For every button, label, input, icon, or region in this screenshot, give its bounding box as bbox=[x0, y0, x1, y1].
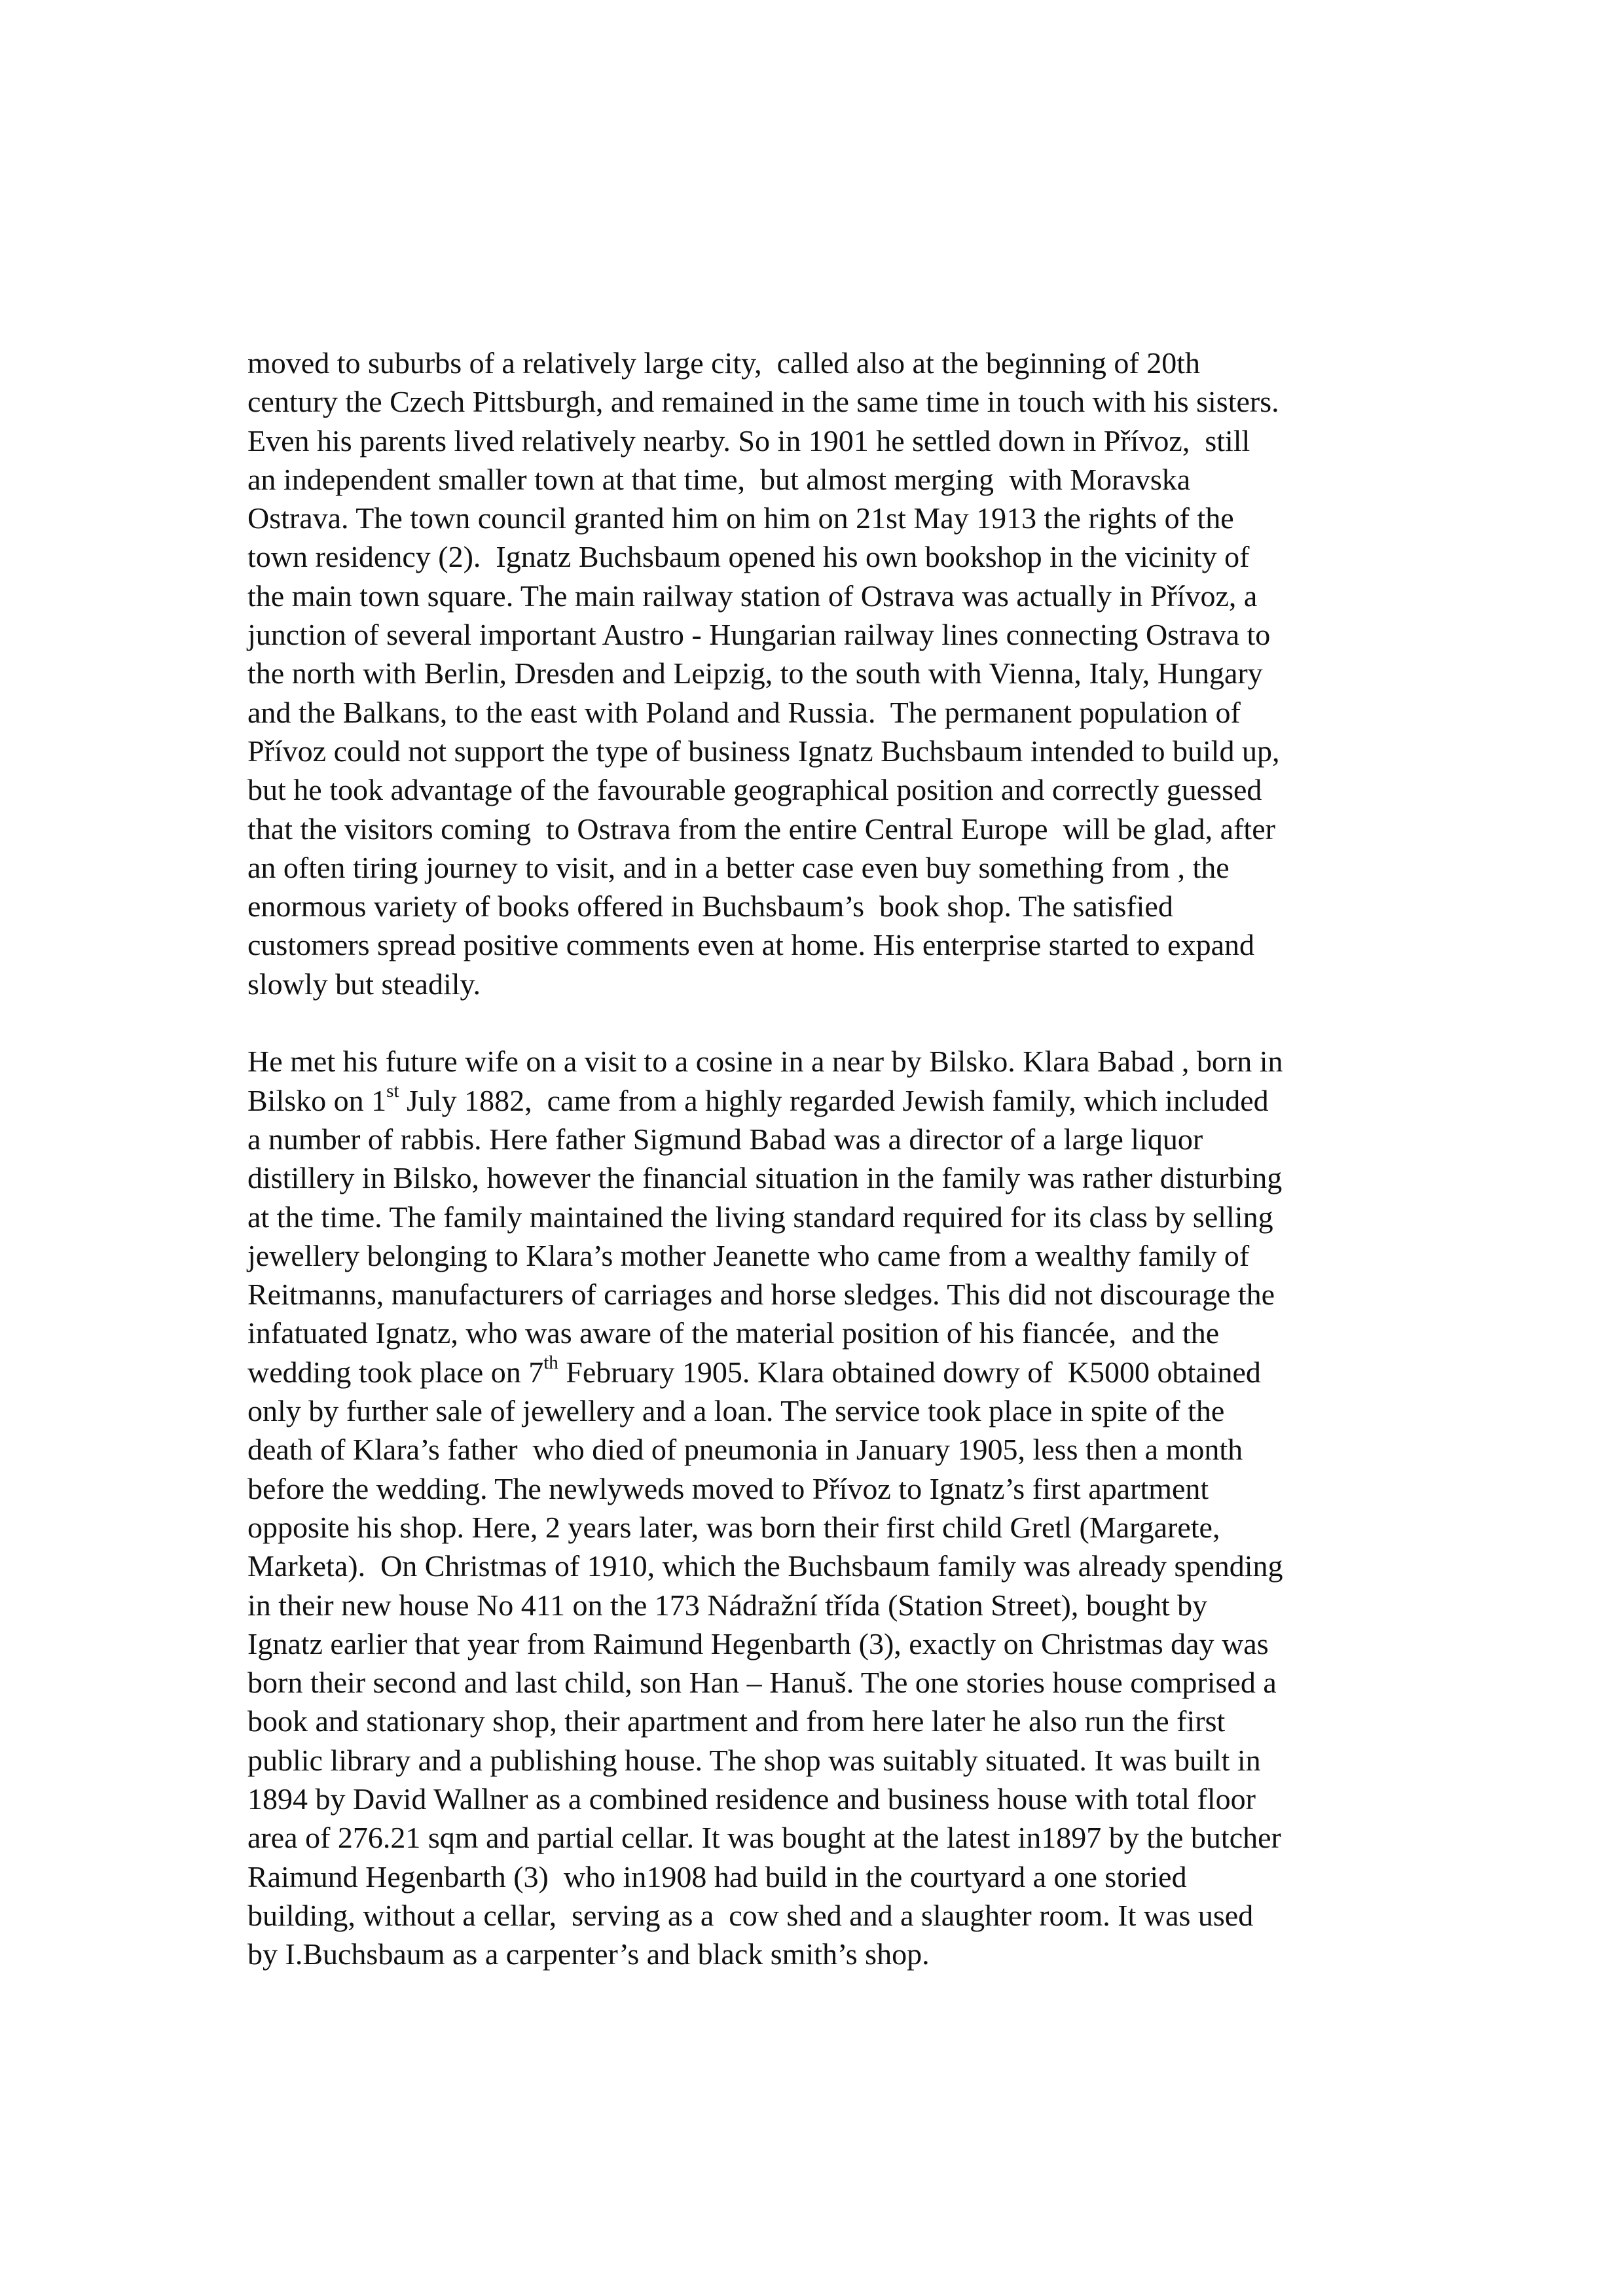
paragraph-line: Marketa). On Christmas of 1910, which the Buchsbaum family was already spending bbox=[247, 1549, 1283, 1583]
document-page bbox=[247, 344, 1387, 1973]
paragraph-line: public library and a publishing house. The shop was suitably situated. It was built in bbox=[247, 1743, 1261, 1777]
paragraph-line: junction of several important Austro - Hungarian railway lines connecting Ostrava to bbox=[247, 618, 1271, 652]
paragraph-line: Raimund Hegenbarth (3) who in1908 had build in the courtyard a one storied bbox=[247, 1859, 1187, 1893]
paragraph-line-wedding bbox=[247, 1353, 1387, 1391]
paragraph-line: slowly but steadily. bbox=[247, 967, 481, 1001]
ordinal-superscript: st bbox=[386, 1081, 399, 1102]
paragraph-line: only by further sale of jewellery and a loan. The service took place in spite of the bbox=[247, 1394, 1225, 1428]
paragraph-2 bbox=[247, 1042, 1387, 1973]
text-run: July 1882, came from a highly regarded Jewish family, which included bbox=[399, 1083, 1269, 1117]
paragraph-line: area of 276.21 sqm and partial cellar. It was bought at the latest in1897 by the butcher bbox=[247, 1821, 1281, 1855]
paragraph-line: 1894 by David Wallner as a combined residence and business house with total floor bbox=[247, 1782, 1256, 1816]
paragraph-line: He met his future wife on a visit to a cosine in a near by Bilsko. Klara Babad , born in bbox=[247, 1045, 1283, 1079]
paragraph-line: born their second and last child, son Han – Hanuš. The one stories house comprised a bbox=[247, 1666, 1277, 1700]
paragraph-line: death of Klara’s father who died of pneumonia in January 1905, less then a month bbox=[247, 1433, 1243, 1467]
paragraph-line: the north with Berlin, Dresden and Leipzig, to the south with Vienna, Italy, Hungary bbox=[247, 656, 1263, 691]
paragraph-line: moved to suburbs of a relatively large city, called also at the beginning of 20th bbox=[247, 346, 1200, 380]
paragraph-line: jewellery belonging to Klara’s mother Jeanette who came from a wealthy family of bbox=[247, 1238, 1250, 1272]
ordinal-superscript: th bbox=[543, 1352, 558, 1374]
paragraph-line: Even his parents lived relatively nearby. So in 1901 he settled down in Přívoz, still bbox=[247, 423, 1250, 457]
paragraph-line: opposite his shop. Here, 2 years later, was born their first child Gretl (Margarete, bbox=[247, 1510, 1220, 1544]
paragraph-line: infatuated Ignatz, who was aware of the material position of his fiancée, and the bbox=[247, 1316, 1220, 1350]
paragraph-line: by I.Buchsbaum as a carpenter’s and black smith’s shop. bbox=[247, 1937, 930, 1971]
paragraph-line: and the Balkans, to the east with Poland and Russia. The permanent population of bbox=[247, 695, 1241, 729]
paragraph-line: that the visitors coming to Ostrava from the entire Central Europe will be glad, after bbox=[247, 812, 1275, 846]
paragraph-line: an independent smaller town at that time, but almost merging with Moravska bbox=[247, 462, 1191, 496]
paragraph-line-birthdate bbox=[247, 1081, 1387, 1120]
paragraph-line: an often tiring journey to visit, and in a better case even buy something from , the bbox=[247, 850, 1230, 884]
paragraph-line: Přívoz could not support the type of business Ignatz Buchsbaum intended to build up, bbox=[247, 734, 1280, 768]
paragraph-line: Reitmanns, manufacturers of carriages and horse sledges. This did not discourage the bbox=[247, 1278, 1275, 1312]
paragraph-line: century the Czech Pittsburgh, and remained in the same time in touch with his sisters. bbox=[247, 385, 1279, 419]
paragraph-line: enormous variety of books offered in Buchsbaum’s book shop. The satisfied bbox=[247, 889, 1173, 924]
paragraph-line: building, without a cellar, serving as a cow shed and a slaughter room. It was used bbox=[247, 1898, 1254, 1932]
paragraph-line: Ostrava. The town council granted him on him on 21st May 1913 the rights of the bbox=[247, 501, 1234, 535]
paragraph-line: distillery in Bilsko, however the financial situation in the family was rather disturbing bbox=[247, 1161, 1283, 1195]
text-run: wedding took place on 7 bbox=[247, 1355, 544, 1389]
paragraph-line: at the time. The family maintained the living standard required for its class by selling bbox=[247, 1200, 1273, 1234]
paragraph-line: the main town square. The main railway station of Ostrava was actually in Přívoz, a bbox=[247, 579, 1258, 613]
paragraph-line: before the wedding. The newlyweds moved to Přívoz to Ignatz’s first apartment bbox=[247, 1471, 1209, 1505]
paragraph-line: in their new house No 411 on the 173 Nádražní třída (Station Street), bought by bbox=[247, 1588, 1208, 1622]
paragraph-1 bbox=[247, 344, 1387, 1003]
paragraph-spacer bbox=[247, 1003, 1387, 1042]
paragraph-line: Ignatz earlier that year from Raimund Hegenbarth (3), exactly on Christmas day was bbox=[247, 1626, 1269, 1660]
paragraph-line: book and stationary shop, their apartment and from here later he also run the first bbox=[247, 1704, 1226, 1738]
paragraph-line: but he took advantage of the favourable geographical position and correctly guessed bbox=[247, 773, 1262, 807]
paragraph-line: a number of rabbis. Here father Sigmund Babad was a director of a large liquor bbox=[247, 1122, 1203, 1156]
text-run: February 1905. Klara obtained dowry of K5000 obtained bbox=[558, 1355, 1261, 1389]
text-run: Bilsko on 1 bbox=[247, 1083, 387, 1117]
paragraph-line: customers spread positive comments even at home. His enterprise started to expand bbox=[247, 928, 1255, 962]
paragraph-line: town residency (2). Ignatz Buchsbaum opened his own bookshop in the vicinity of bbox=[247, 540, 1250, 574]
